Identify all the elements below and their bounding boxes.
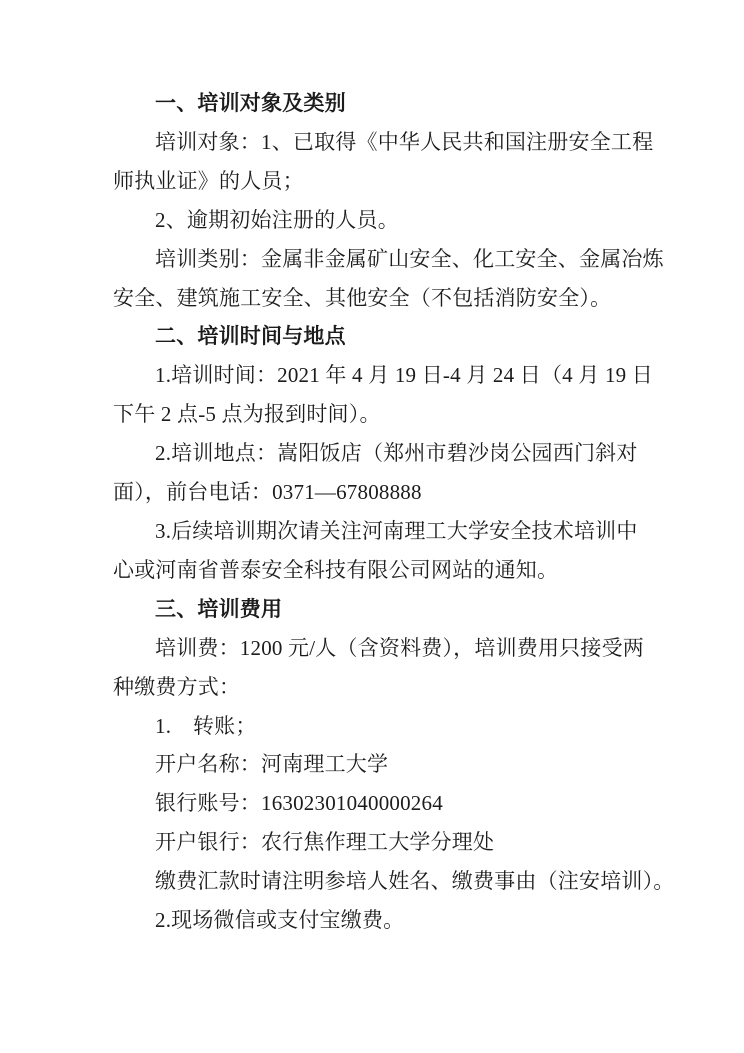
section-heading <box>113 84 631 123</box>
paragraph <box>113 784 631 823</box>
section-heading <box>113 590 631 629</box>
document-body <box>113 84 675 940</box>
paragraph <box>113 629 644 707</box>
text-line: 种缴费方式： <box>113 674 241 699</box>
paragraph <box>113 901 631 940</box>
paragraph <box>113 512 638 590</box>
paragraph <box>113 434 638 512</box>
text-line: 1.培训时间：2021 年 4 月 19 日-4 月 24 日（4 月 19 日 <box>155 363 653 388</box>
paragraph <box>113 823 631 862</box>
text-line: 培训类别：金属非金属矿山安全、化工安全、金属冶炼 <box>155 246 664 271</box>
text-line: 银行账号：16302301040000264 <box>155 791 443 816</box>
paragraph <box>113 707 631 746</box>
text-line: 培训对象：1、已取得《中华人民共和国注册安全工程 <box>155 129 654 154</box>
text-line: 2、逾期初始注册的人员。 <box>155 207 399 232</box>
text-line: 缴费汇款时请注明参培人姓名、缴费事由（注安培训）。 <box>155 869 675 894</box>
text-line: 培训费：1200 元/人（含资料费），培训费用只接受两 <box>155 635 644 660</box>
text-line: 1. 转账； <box>155 713 257 738</box>
paragraph <box>113 745 631 784</box>
text-line: 下午 2 点-5 点为报到时间）。 <box>113 402 381 427</box>
text-line: 开户银行：农行焦作理工大学分理处 <box>155 830 495 855</box>
section-heading <box>113 317 631 356</box>
text-line: 面），前台电话：0371—67808888 <box>113 480 422 505</box>
heading-line: 二、培训时间与地点 <box>155 324 346 349</box>
paragraph <box>113 356 653 434</box>
text-line: 心或河南省普泰安全科技有限公司网站的通知。 <box>113 557 559 582</box>
heading-line: 三、培训费用 <box>155 596 283 621</box>
text-line: 2.培训地点：嵩阳饭店（郑州市碧沙岗公园西门斜对 <box>155 441 638 466</box>
heading-line: 一、培训对象及类别 <box>155 91 346 115</box>
paragraph <box>113 862 675 901</box>
text-line: 开户名称：河南理工大学 <box>155 752 389 777</box>
text-line: 3.后续培训期次请关注河南理工大学安全技术培训中 <box>155 518 638 543</box>
text-line: 师执业证》的人员； <box>113 168 304 193</box>
text-line: 2.现场微信或支付宝缴费。 <box>155 908 405 933</box>
paragraph <box>113 240 664 318</box>
text-line: 安全、建筑施工安全、其他安全（不包括消防安全）。 <box>113 285 612 310</box>
paragraph <box>113 123 654 201</box>
paragraph <box>113 201 631 240</box>
